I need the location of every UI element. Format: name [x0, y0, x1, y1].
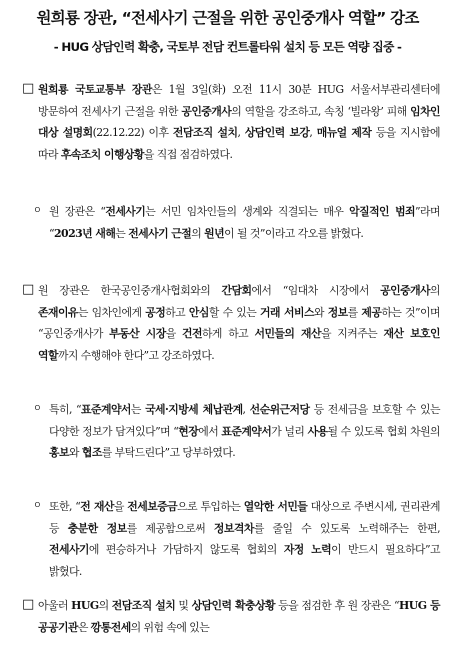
bold-text-segment: 공인중개사 [181, 104, 232, 118]
bold-text-segment: 매뉴얼 제작 [316, 126, 372, 140]
text-segment: 등을 점검한 후 원 장관은 “ [274, 599, 400, 612]
circle-bullet-2: ㅇ [33, 404, 42, 414]
bold-text-segment: 선순위근저당 [249, 403, 310, 416]
text-segment: 에 편승하거나 가담하지 않도록 협회의 [88, 543, 284, 557]
text-segment: 의 [430, 284, 440, 297]
text-segment: 까지 수행해야 한다”고 강조하였다. [57, 348, 215, 362]
text-segment: 의 역할을 강조하고, 속칭 ‘빌라왕’ 피해 [231, 104, 411, 118]
text-segment: , [309, 126, 317, 140]
text-segment: 및 [175, 599, 192, 612]
square-bullet-2: □ [22, 282, 35, 297]
bold-text-segment: 제공 [361, 305, 382, 319]
text-segment: 가 널리 [271, 424, 308, 438]
text-segment: 은 1월 3일(화) 오전 11시 30분 HUG 서울서부관리센터에 방문하여 전세사기 근절을 위한 [38, 83, 441, 118]
circle-bullet-3: ㅇ [33, 501, 42, 511]
bold-text-segment: 표준계약서 [221, 424, 272, 438]
text-segment: , [242, 403, 250, 416]
bold-text-segment: 공정 [145, 305, 166, 319]
text-segment: 을 [113, 500, 128, 513]
text-segment: 등 전세금을 보호할 수 있는 다양한 정보가 담겨있다”며 “ [49, 403, 441, 438]
bold-text-segment: 국세·지방세 체납관계 [145, 403, 243, 416]
text-segment: (22.12.22) 이후 [92, 126, 173, 140]
bold-text-segment: 원년 [204, 226, 225, 240]
text-segment: 될 수 있도록 협회 차원의 [327, 424, 440, 438]
text-segment: ”라며 “ [49, 205, 440, 240]
paragraph-6 [38, 595, 440, 638]
bold-text-segment: 임차인 대상 설명회 [38, 104, 441, 140]
bold-text-segment: 정보격차 [213, 521, 254, 535]
paragraph-1 [38, 79, 440, 165]
square-bullet-1: □ [22, 81, 35, 96]
bold-text-segment: 현장 [178, 424, 199, 438]
text-segment: 에서 [198, 424, 222, 438]
bold-text-segment: 간담회 [221, 284, 252, 297]
bold-text-segment: 표준계약서 [81, 403, 131, 416]
bold-text-segment: 전세사기 근절 [128, 226, 192, 240]
text-segment: 특히, “ [49, 403, 82, 416]
bold-text-segment: 2023년 새해 [54, 226, 116, 240]
text-segment: 와 [68, 446, 82, 460]
bold-text-segment: 사용 [307, 424, 328, 438]
headline: 원희룡 장관, “전세사기 근절을 위한 공인중개사 역할” 강조 [36, 9, 419, 27]
bold-text-segment: 협조 [81, 446, 102, 460]
bold-text-segment: 충분한 정보 [67, 521, 127, 535]
bold-text-segment: 전세사기 [105, 205, 146, 218]
text-segment: 는 [115, 226, 129, 240]
text-segment: 할 수 있는 [208, 305, 261, 319]
circle-bullet-1: ㅇ [33, 206, 42, 216]
bold-text-segment: HUG [71, 599, 99, 612]
text-segment: 의 위험 속에 있는 [130, 620, 210, 634]
bold-text-segment: 열악한 서민들 [243, 500, 308, 513]
text-segment: 는 임차인에게 [77, 305, 146, 319]
bold-text-segment: 거래 서비스 [260, 305, 314, 319]
bold-text-segment: 재산 보호인 역할 [38, 327, 440, 362]
text-segment: 의 [191, 226, 205, 240]
bold-text-segment: 깡통전세 [90, 620, 131, 634]
text-segment: 하게 하고 [201, 327, 255, 341]
bold-text-segment: 전 재산 [80, 500, 114, 513]
text-segment: 를 부탁드린다”고 당부하였다. [101, 446, 236, 460]
text-segment: 를 [347, 305, 362, 319]
text-segment: 이 반드시 필요하다”고 밝혔다. [49, 543, 441, 578]
bold-text-segment: 자정 노력 [283, 543, 332, 557]
bold-text-segment: 공인중개사 [380, 284, 431, 297]
paragraph-5 [49, 496, 440, 582]
text-segment: 원 장관은 “ [49, 205, 106, 218]
bold-text-segment: 전세보증금 [127, 500, 178, 513]
text-segment: 를 줄일 수 있도록 노력해주는 한편, [253, 521, 441, 535]
bold-text-segment: 안심 [188, 305, 209, 319]
paragraph-2 [49, 201, 440, 244]
text-segment: 또한, “ [49, 500, 81, 513]
bold-text-segment: 정보 [327, 305, 348, 319]
bold-text-segment: 부동산 시장 [109, 327, 166, 341]
text-segment: 은 [77, 620, 91, 634]
bold-text-segment: HUG 등 공공기관 [38, 599, 440, 634]
square-bullet-3: □ [22, 597, 35, 612]
text-segment: 를 제공함으로써 [126, 521, 214, 535]
paragraph-4 [49, 399, 440, 464]
bold-text-segment: 전담조직 설치 [111, 599, 176, 612]
text-segment: 하는 것”이며 “공인중개사가 [38, 305, 440, 341]
text-segment: 을 지켜주는 [320, 327, 384, 341]
bold-text-segment: 건전 [181, 327, 202, 341]
text-segment: 원 장관은 한국공인중개사협회와의 [38, 284, 222, 297]
text-segment: 을 직접 점검하였다. [143, 147, 233, 161]
text-segment: 으로 투입하는 [177, 500, 244, 513]
text-segment: , [237, 126, 245, 140]
bold-text-segment: 서민들의 재산 [254, 327, 321, 341]
bold-text-segment: 상담인력 보강 [244, 126, 310, 140]
text-segment: 이 될 것”이라고 각오를 밝혔다. [224, 226, 364, 240]
text-segment: 아울러 [38, 599, 72, 612]
sub-headline: - HUG 상담인력 확충, 국토부 전담 컨트롤타워 설치 등 모든 역량 집중 - [53, 40, 402, 54]
text-segment: 는 서민 임차인들의 생계와 직결되는 매우 [145, 205, 350, 218]
bold-text-segment: 상담인력 확충상황 [191, 599, 275, 612]
bold-text-segment: 원희룡 국토교통부 장관 [38, 83, 152, 96]
bold-text-segment: 전담조직 설치 [172, 126, 238, 140]
text-segment: 와 [313, 305, 328, 319]
text-segment: 는 [130, 403, 146, 416]
text-segment: 의 [98, 599, 112, 612]
text-segment: 하고 [165, 305, 189, 319]
paragraph-3 [38, 280, 440, 366]
bold-text-segment: 악질적인 범죄 [349, 205, 416, 218]
bold-text-segment: 존재이유 [38, 305, 78, 319]
bold-text-segment: 홍보 [49, 446, 69, 460]
bold-text-segment: 전세사기 [49, 543, 89, 557]
text-segment: 대상으로 주변시세, 권리관계 등 [49, 500, 440, 535]
bold-text-segment: 후속조치 이행상황 [60, 147, 144, 161]
text-segment: 등을 지시함에 따라 [38, 126, 441, 161]
text-segment: 에서 “임대차 시장에서 [251, 284, 381, 297]
text-segment: 을 [165, 327, 182, 341]
